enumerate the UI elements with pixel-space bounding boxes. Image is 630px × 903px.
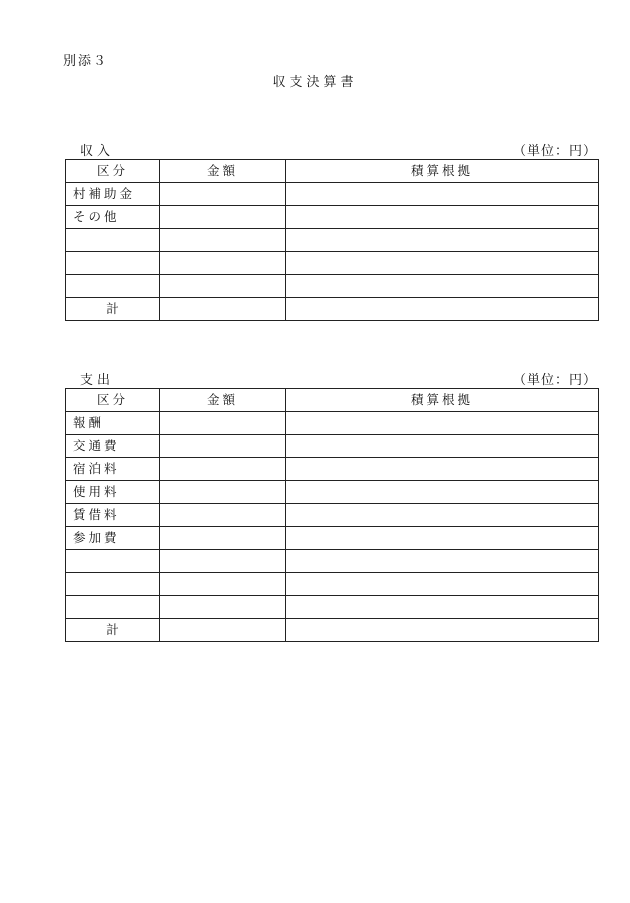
table-row xyxy=(66,458,599,481)
table-row xyxy=(66,229,599,252)
amount-cell[interactable] xyxy=(160,183,286,206)
category-cell: 宿泊料 xyxy=(66,458,160,481)
table-row xyxy=(66,550,599,573)
basis-cell[interactable] xyxy=(286,527,599,550)
document-title: 収支決算書 xyxy=(272,75,358,90)
basis-cell[interactable] xyxy=(286,458,599,481)
category-cell: 使用料 xyxy=(66,481,160,504)
amount-cell[interactable] xyxy=(160,596,286,619)
amount-cell[interactable] xyxy=(160,527,286,550)
expense-header-row xyxy=(66,389,599,412)
category-cell: 賃借料 xyxy=(66,504,160,527)
income-unit-label: （単位：円） xyxy=(512,144,597,159)
category-cell: 村補助金 xyxy=(66,183,160,206)
column-header-basis: 積算根拠 xyxy=(286,389,599,412)
amount-cell[interactable] xyxy=(160,458,286,481)
table-row xyxy=(66,481,599,504)
category-cell: 参加費 xyxy=(66,527,160,550)
basis-cell[interactable] xyxy=(286,481,599,504)
amount-cell[interactable] xyxy=(160,481,286,504)
column-header-amount: 金額 xyxy=(160,160,286,183)
basis-cell[interactable] xyxy=(286,573,599,596)
income-section-title: 収入 xyxy=(80,144,115,159)
basis-cell[interactable] xyxy=(286,596,599,619)
table-row xyxy=(66,206,599,229)
total-amount-cell[interactable] xyxy=(160,619,286,642)
total-basis-cell[interactable] xyxy=(286,298,599,321)
amount-cell[interactable] xyxy=(160,573,286,596)
table-row xyxy=(66,275,599,298)
basis-cell[interactable] xyxy=(286,229,599,252)
basis-cell[interactable] xyxy=(286,252,599,275)
basis-cell[interactable] xyxy=(286,435,599,458)
amount-cell[interactable] xyxy=(160,229,286,252)
table-row xyxy=(66,596,599,619)
expense-total-row xyxy=(66,619,599,642)
expense-section-header xyxy=(65,369,597,389)
basis-cell[interactable] xyxy=(286,504,599,527)
column-header-category: 区分 xyxy=(66,389,160,412)
total-basis-cell[interactable] xyxy=(286,619,599,642)
expense-table xyxy=(65,388,599,642)
category-cell: 交通費 xyxy=(66,435,160,458)
total-label: 計 xyxy=(66,619,160,642)
table-row xyxy=(66,435,599,458)
income-total-row xyxy=(66,298,599,321)
basis-cell[interactable] xyxy=(286,412,599,435)
column-header-category: 区分 xyxy=(66,160,160,183)
basis-cell[interactable] xyxy=(286,550,599,573)
amount-cell[interactable] xyxy=(160,206,286,229)
column-header-amount: 金額 xyxy=(160,389,286,412)
table-row xyxy=(66,527,599,550)
table-row xyxy=(66,252,599,275)
category-cell xyxy=(66,229,160,252)
category-cell: その他 xyxy=(66,206,160,229)
category-cell xyxy=(66,550,160,573)
amount-cell[interactable] xyxy=(160,435,286,458)
table-row xyxy=(66,504,599,527)
basis-cell[interactable] xyxy=(286,275,599,298)
category-cell xyxy=(66,573,160,596)
table-row xyxy=(66,183,599,206)
expense-unit-label: （単位：円） xyxy=(512,373,597,388)
total-label: 計 xyxy=(66,298,160,321)
annex-label: 別添３ xyxy=(63,54,109,69)
amount-cell[interactable] xyxy=(160,412,286,435)
category-cell: 報酬 xyxy=(66,412,160,435)
column-header-basis: 積算根拠 xyxy=(286,160,599,183)
amount-cell[interactable] xyxy=(160,550,286,573)
category-cell xyxy=(66,596,160,619)
basis-cell[interactable] xyxy=(286,206,599,229)
table-row xyxy=(66,573,599,596)
amount-cell[interactable] xyxy=(160,275,286,298)
table-row xyxy=(66,412,599,435)
amount-cell[interactable] xyxy=(160,252,286,275)
basis-cell[interactable] xyxy=(286,183,599,206)
category-cell xyxy=(66,252,160,275)
total-amount-cell[interactable] xyxy=(160,298,286,321)
expense-section-title: 支出 xyxy=(80,373,115,388)
income-table xyxy=(65,159,599,321)
category-cell xyxy=(66,275,160,298)
income-header-row xyxy=(66,160,599,183)
income-section-header xyxy=(65,140,597,160)
amount-cell[interactable] xyxy=(160,504,286,527)
